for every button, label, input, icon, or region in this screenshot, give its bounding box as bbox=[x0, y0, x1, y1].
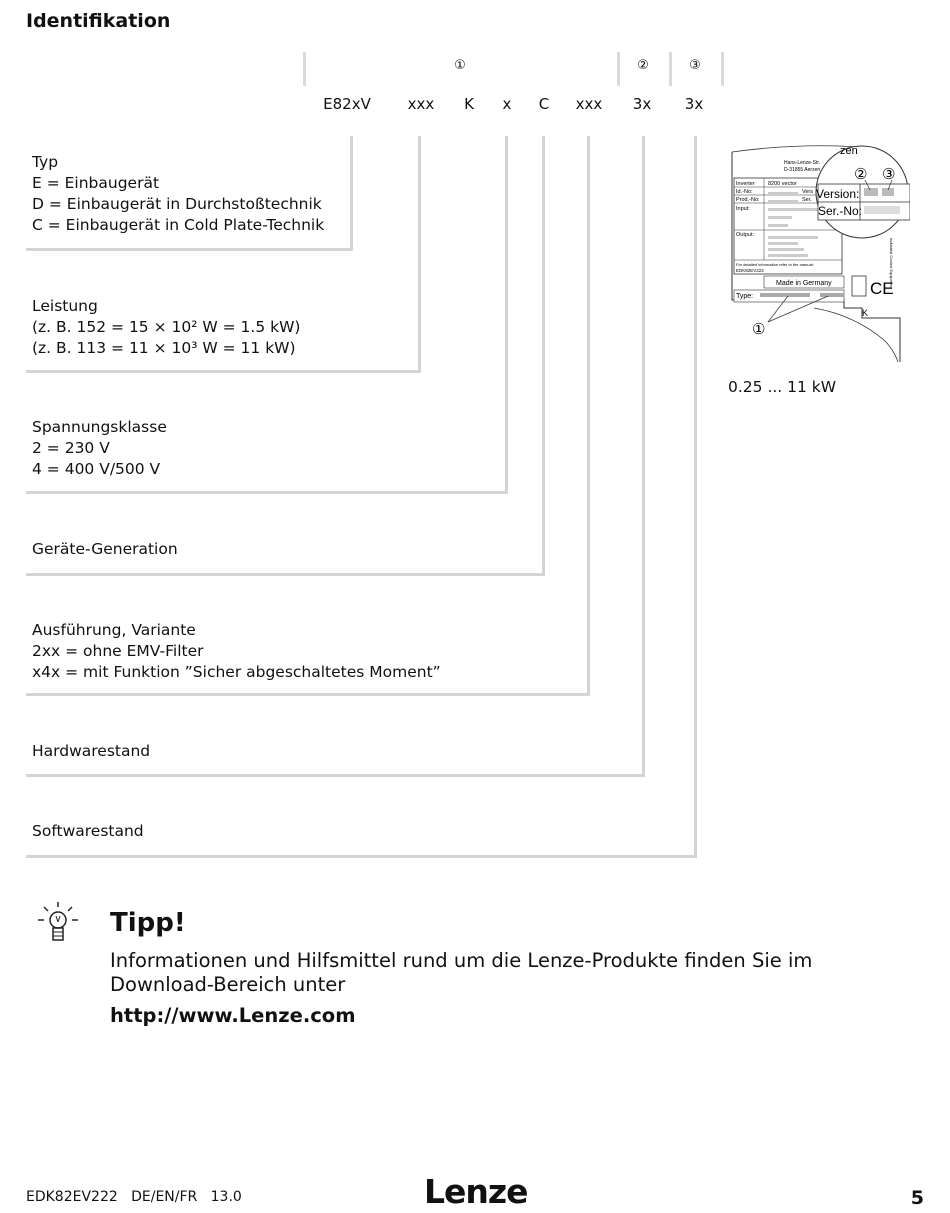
block-software bbox=[32, 821, 144, 842]
nameplate-side-text: Industrial Control Equipment bbox=[889, 238, 894, 289]
block-variant-line: 2xx = ohne EMV-Filter bbox=[32, 642, 204, 660]
code-part-series: E82xV bbox=[323, 95, 371, 113]
block-variant bbox=[32, 620, 441, 683]
nameplate-illustration bbox=[724, 140, 910, 366]
code-part-type: K bbox=[464, 95, 474, 113]
lenze-logo: Lenze bbox=[424, 1172, 528, 1211]
page-title: Identifikation bbox=[26, 10, 171, 32]
nameplate-marker-2: ② bbox=[854, 165, 868, 183]
block-hardware-heading: Hardwarestand bbox=[32, 742, 151, 760]
code-part-hardware: 3x bbox=[632, 95, 652, 113]
bracket-power-vertical bbox=[418, 136, 421, 373]
nameplate-id-label: Id.-No: bbox=[736, 189, 753, 195]
bracket-type-horizontal bbox=[26, 248, 353, 251]
nameplate-marker-1: ① bbox=[752, 320, 766, 338]
block-voltage bbox=[32, 417, 167, 480]
nameplate-company-line1: Hans-Lenze-Str. bbox=[784, 160, 821, 166]
tip-heading: Tipp! bbox=[110, 908, 186, 938]
power-range-label: 0.25 ... 11 kW bbox=[728, 378, 837, 396]
block-power-line: (z. B. 113 = 11 × 10³ W = 11 kW) bbox=[32, 339, 296, 357]
nameplate-inverter-label: Inverter bbox=[736, 181, 755, 187]
block-type-line: C = Einbaugerät in Cold Plate-Technik bbox=[32, 216, 325, 234]
code-separator bbox=[721, 52, 724, 86]
code-part-variant: xxx bbox=[575, 95, 603, 113]
code-separator bbox=[669, 52, 672, 86]
bracket-software-horizontal bbox=[26, 855, 697, 858]
bracket-voltage-vertical bbox=[505, 136, 508, 494]
bracket-software-vertical bbox=[694, 136, 697, 858]
nameplate-ser-small: Ser. bbox=[802, 197, 812, 203]
nameplate-made-in: Made in Germany bbox=[776, 280, 832, 287]
bracket-hardware-vertical bbox=[642, 136, 645, 777]
code-separator bbox=[617, 52, 620, 86]
nameplate-type-label: Type: bbox=[736, 293, 754, 300]
nameplate-marker-3: ③ bbox=[882, 165, 896, 183]
code-separator bbox=[303, 52, 306, 86]
bracket-generation-vertical bbox=[542, 136, 545, 576]
tip-link[interactable]: http://www.Lenze.com bbox=[110, 1004, 356, 1027]
tip-text: Informationen und Hilfsmittel rund um die Lenze-Produkte finden Sie im Download-Bereich unter bbox=[110, 949, 813, 996]
block-variant-line: x4x = mit Funktion ”Sicher abgeschaltetes Moment” bbox=[32, 663, 441, 681]
block-hardware bbox=[32, 741, 150, 762]
nameplate-inverter-value: 8200 vector bbox=[768, 181, 797, 187]
block-software-heading: Softwarestand bbox=[32, 822, 144, 840]
block-type bbox=[32, 152, 324, 236]
nameplate-company-line2: D-31855 Aerzen bbox=[784, 167, 821, 173]
marker-2: ② bbox=[637, 58, 649, 73]
bracket-type-vertical bbox=[350, 136, 353, 250]
block-power bbox=[32, 296, 300, 359]
marker-3: ③ bbox=[689, 58, 701, 73]
footer-doc-id: EDK82EV222 DE/EN/FR 13.0 bbox=[26, 1189, 242, 1205]
nameplate-prod-label: Prod.-No: bbox=[736, 197, 760, 203]
bracket-voltage-horizontal bbox=[26, 491, 508, 494]
bracket-hardware-horizontal bbox=[26, 774, 645, 777]
zoom-serno-label: Ser.-No: bbox=[818, 204, 863, 218]
block-power-line: (z. B. 152 = 15 × 10² W = 1.5 kW) bbox=[32, 318, 301, 336]
block-power-heading: Leistung bbox=[32, 297, 98, 315]
block-generation bbox=[32, 539, 178, 560]
block-variant-heading: Ausführung, Variante bbox=[32, 621, 196, 639]
nameplate-input-label: Input: bbox=[736, 206, 750, 212]
block-voltage-line: 2 = 230 V bbox=[32, 439, 110, 457]
nameplate-info-line: For detailed information refer to the manual: bbox=[736, 262, 814, 267]
code-part-generation: C bbox=[538, 95, 550, 113]
bracket-power-horizontal bbox=[26, 370, 421, 373]
block-generation-heading: Geräte-Generation bbox=[32, 540, 178, 558]
nameplate-version-small: Vers bbox=[802, 189, 814, 195]
nameplate-info-doc: EDK82EV222 bbox=[736, 268, 764, 273]
block-type-line: E = Einbaugerät bbox=[32, 174, 160, 192]
nameplate-brand-fragment: zen bbox=[840, 145, 858, 157]
zoom-version-label: Version: bbox=[816, 187, 860, 201]
bracket-generation-horizontal bbox=[26, 573, 545, 576]
code-part-software: 3x bbox=[684, 95, 704, 113]
lightbulb-icon bbox=[34, 900, 82, 948]
block-voltage-heading: Spannungsklasse bbox=[32, 418, 167, 436]
bracket-variant-horizontal bbox=[26, 693, 590, 696]
nameplate-output-label: Output: bbox=[736, 232, 755, 238]
nameplate-k-label: K bbox=[862, 308, 869, 318]
block-voltage-line: 4 = 400 V/500 V bbox=[32, 460, 161, 478]
page-number: 5 bbox=[910, 1187, 924, 1209]
code-part-voltage: x bbox=[502, 95, 512, 113]
block-type-line: D = Einbaugerät in Durchstoßtechnik bbox=[32, 195, 322, 213]
bracket-variant-vertical bbox=[587, 136, 590, 696]
block-type-heading: Typ bbox=[32, 153, 59, 171]
ce-mark: CE bbox=[870, 279, 894, 298]
marker-1: ① bbox=[454, 58, 466, 73]
code-part-power: xxx bbox=[407, 95, 435, 113]
